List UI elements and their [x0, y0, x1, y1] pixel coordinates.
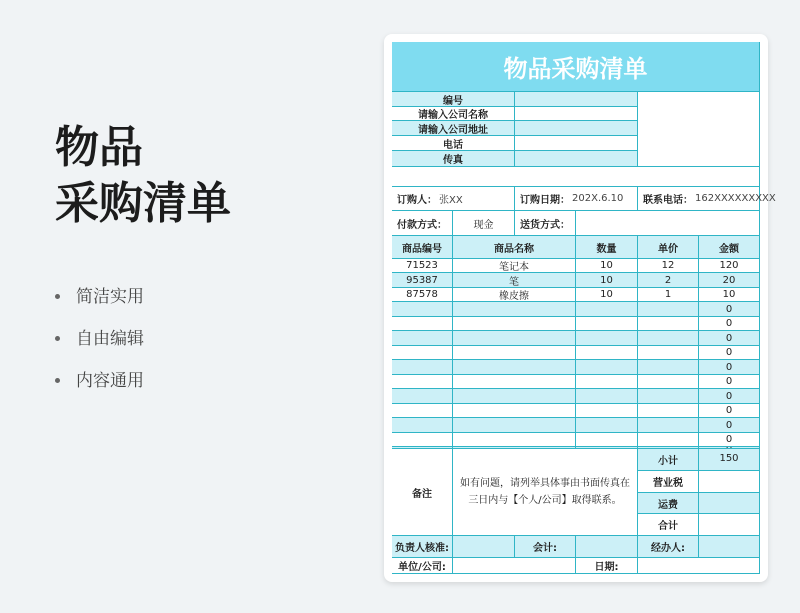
item-cell-qty[interactable]: 10	[576, 259, 638, 273]
item-cell-amount[interactable]: 0	[699, 375, 760, 389]
item-cell-name[interactable]	[453, 302, 576, 317]
item-cell-qty[interactable]	[576, 418, 638, 433]
feature-item: 自由编辑	[55, 326, 144, 368]
item-cell-qty[interactable]: 10	[576, 273, 638, 288]
buyer-cell: 订购人： 张XX	[392, 187, 515, 211]
tax-label: 营业税	[638, 471, 699, 493]
order-date-value[interactable]: 202X.6.10	[572, 193, 624, 204]
item-cell-qty[interactable]	[576, 375, 638, 389]
item-cell-qty[interactable]	[576, 346, 638, 360]
item-cell-code[interactable]	[392, 331, 453, 346]
contact-value[interactable]: 162XXXXXXXXX	[695, 193, 776, 204]
item-cell-code[interactable]	[392, 433, 453, 447]
item-cell-amount[interactable]: 0	[699, 331, 760, 346]
company-field-value[interactable]	[515, 136, 638, 151]
company-field-label: 传真	[392, 151, 515, 167]
item-cell-price[interactable]	[638, 360, 699, 375]
payment-value[interactable]: 现金	[453, 211, 515, 236]
item-cell-price[interactable]	[638, 346, 699, 360]
handler-label: 经办人:	[638, 536, 699, 558]
spacer-row	[392, 167, 760, 187]
item-cell-price[interactable]: 12	[638, 259, 699, 273]
company-field-label: 请输入公司地址	[392, 121, 515, 136]
purchase-form	[392, 42, 776, 574]
feature-list	[55, 284, 144, 410]
item-cell-qty[interactable]	[576, 404, 638, 418]
company-field-value[interactable]	[515, 107, 638, 121]
company-label: 单位/公司:	[392, 558, 453, 574]
item-cell-qty[interactable]	[576, 360, 638, 375]
headline-line-1: 物品	[55, 122, 143, 173]
item-cell-price[interactable]	[638, 317, 699, 331]
order-date-cell: 订购日期： 202X.6.10	[515, 187, 638, 211]
bullet-dot-icon	[55, 336, 60, 341]
subtotal-value[interactable]: 150	[699, 449, 760, 471]
form-preview-card	[384, 34, 776, 582]
item-cell-name[interactable]	[453, 433, 576, 447]
item-cell-amount[interactable]: 20	[699, 273, 760, 288]
logo-area	[638, 92, 760, 167]
item-cell-code[interactable]	[392, 389, 453, 404]
delivery-value[interactable]	[576, 211, 760, 236]
item-cell-qty[interactable]	[576, 389, 638, 404]
item-cell-code[interactable]	[392, 360, 453, 375]
headline	[55, 120, 231, 232]
item-cell-name[interactable]	[453, 404, 576, 418]
item-cell-name[interactable]	[453, 389, 576, 404]
company-field-label: 请输入公司名称	[392, 107, 515, 121]
item-cell-qty[interactable]	[576, 317, 638, 331]
item-cell-code[interactable]	[392, 346, 453, 360]
shipping-label: 运费	[638, 493, 699, 514]
item-cell-name[interactable]: 橡皮擦	[453, 288, 576, 302]
total-value[interactable]	[699, 514, 760, 536]
item-cell-price[interactable]: 1	[638, 288, 699, 302]
item-cell-code[interactable]: 95387	[392, 273, 453, 288]
tax-value[interactable]	[699, 471, 760, 493]
item-cell-name[interactable]	[453, 346, 576, 360]
item-cell-amount[interactable]: 0	[699, 317, 760, 331]
item-cell-amount[interactable]: 0	[699, 433, 760, 447]
item-cell-price[interactable]	[638, 433, 699, 447]
item-cell-amount[interactable]: 0	[699, 346, 760, 360]
item-cell-code[interactable]	[392, 375, 453, 389]
contact-cell: 联系电话： 162XXXXXXXXX	[638, 187, 760, 211]
item-cell-code[interactable]	[392, 404, 453, 418]
date-label: 日期:	[576, 558, 638, 574]
item-cell-amount[interactable]: 120	[699, 259, 760, 273]
item-cell-code[interactable]	[392, 418, 453, 433]
item-cell-code[interactable]: 71523	[392, 259, 453, 273]
item-cell-name[interactable]: 笔记本	[453, 259, 576, 273]
company-field-value[interactable]	[515, 121, 638, 136]
item-cell-amount[interactable]: 0	[699, 418, 760, 433]
column-header: 单价	[638, 236, 699, 259]
delivery-label: 送货方式：	[515, 211, 576, 236]
item-cell-amount[interactable]: 0	[699, 360, 760, 375]
items-table-body	[392, 259, 760, 449]
item-cell-code[interactable]	[392, 317, 453, 331]
column-header: 商品名称	[453, 236, 576, 259]
company-field-value[interactable]	[515, 92, 638, 107]
item-cell-code[interactable]: 87578	[392, 288, 453, 302]
item-cell-qty[interactable]	[576, 302, 638, 317]
item-cell-price[interactable]	[638, 404, 699, 418]
payment-label: 付款方式：	[392, 211, 453, 236]
company-field-value[interactable]	[515, 151, 638, 167]
item-cell-name[interactable]	[453, 375, 576, 389]
bullet-dot-icon	[55, 378, 60, 383]
feature-item: 内容通用	[55, 368, 144, 410]
item-cell-price[interactable]	[638, 331, 699, 346]
accountant-label: 会计:	[515, 536, 576, 558]
headline-line-2: 采购清单	[55, 178, 231, 229]
accountant-value[interactable]	[576, 536, 638, 558]
shipping-value[interactable]	[699, 493, 760, 514]
item-cell-amount[interactable]: 0	[699, 404, 760, 418]
item-cell-price[interactable]	[638, 389, 699, 404]
item-cell-price[interactable]	[638, 418, 699, 433]
remarks-text: 如有问题，请列举具体事由书面传真在三日内与【个人/公司】取得联系。	[453, 449, 638, 536]
form-title: 物品采购清单	[392, 42, 760, 92]
remarks-label: 备注	[392, 449, 453, 536]
column-header: 数量	[576, 236, 638, 259]
column-header: 金额	[699, 236, 760, 259]
item-cell-name[interactable]	[453, 331, 576, 346]
item-cell-name[interactable]	[453, 418, 576, 433]
company-field-label: 编号	[392, 92, 515, 107]
item-cell-amount[interactable]: 0	[699, 389, 760, 404]
item-cell-name[interactable]	[453, 360, 576, 375]
feature-item: 简洁实用	[55, 284, 144, 326]
item-cell-name[interactable]	[453, 317, 576, 331]
subtotal-label: 小计	[638, 449, 699, 471]
item-cell-qty[interactable]	[576, 331, 638, 346]
item-cell-price[interactable]	[638, 302, 699, 317]
item-cell-qty[interactable]: 10	[576, 288, 638, 302]
company-value[interactable]	[453, 558, 576, 574]
item-cell-qty[interactable]	[576, 433, 638, 447]
handler-value[interactable]	[699, 536, 760, 558]
company-field-label: 电话	[392, 136, 515, 151]
item-cell-name[interactable]: 笔	[453, 273, 576, 288]
date-value[interactable]	[638, 558, 760, 574]
approver-label: 负责人核准:	[392, 536, 453, 558]
item-cell-price[interactable]: 2	[638, 273, 699, 288]
item-cell-price[interactable]	[638, 375, 699, 389]
bullet-dot-icon	[55, 294, 60, 299]
approver-value[interactable]	[453, 536, 515, 558]
item-cell-amount[interactable]: 10	[699, 288, 760, 302]
column-header: 商品编号	[392, 236, 453, 259]
item-cell-amount[interactable]: 0	[699, 302, 760, 317]
buyer-value[interactable]: 张XX	[439, 195, 463, 206]
item-cell-code[interactable]	[392, 302, 453, 317]
total-label: 合计	[638, 514, 699, 536]
